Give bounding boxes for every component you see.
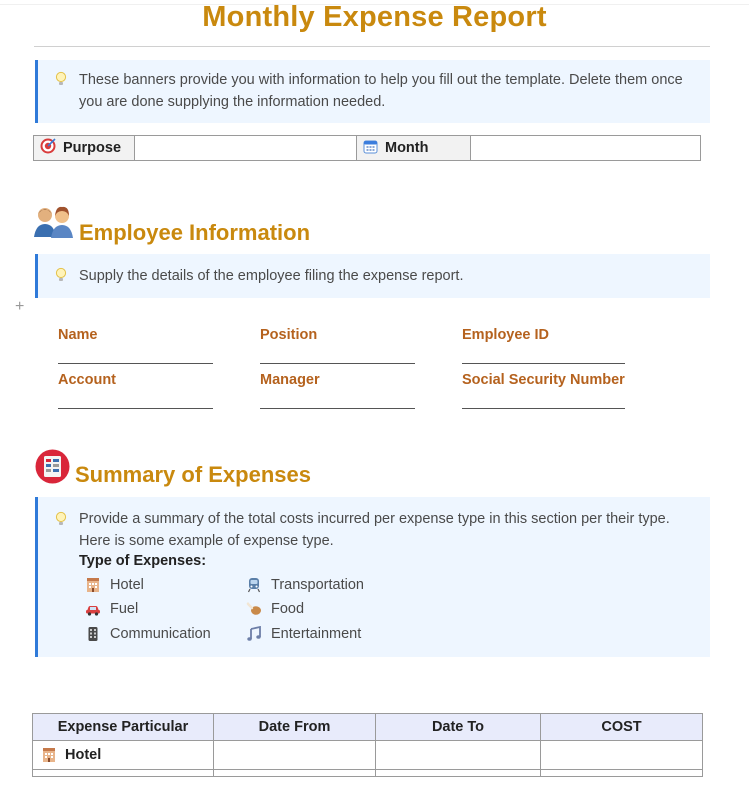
expense-type-label: Entertainment (271, 626, 362, 642)
lightbulb-icon (55, 511, 67, 534)
field-label-position: Position (260, 327, 318, 343)
expense-type-hotel (85, 577, 144, 593)
employee-banner-text: Supply the details of the employee filing the expense report. (79, 268, 464, 284)
table-row (33, 770, 703, 777)
expense-table (32, 713, 703, 777)
employees-icon (34, 205, 74, 244)
cell-date-to[interactable] (376, 741, 541, 770)
hotel-icon (85, 577, 101, 593)
food-icon (246, 601, 262, 617)
expense-type-label: Transportation (271, 577, 364, 593)
intro-banner-text: These banners provide you with information to help you fill out the template. Delete them once you are done supplying the information needed. (79, 72, 683, 110)
expense-type-food (246, 601, 304, 617)
field-label-name: Name (58, 327, 98, 343)
month-label-cell (357, 136, 471, 160)
transport-icon (246, 577, 262, 593)
expense-type-transportation (246, 577, 364, 593)
purpose-value-cell[interactable] (135, 136, 357, 160)
hotel-icon (41, 747, 57, 763)
expense-type-fuel (85, 601, 138, 617)
purpose-label-cell (34, 136, 135, 160)
ledger-icon (35, 449, 70, 489)
intro-banner (35, 60, 710, 123)
cell-cost[interactable] (541, 741, 703, 770)
car-icon (85, 601, 101, 617)
cell-date-from[interactable] (214, 770, 376, 777)
position-field-line[interactable] (260, 363, 415, 364)
expense-type-label: Food (271, 601, 305, 617)
field-label-manager: Manager (260, 372, 320, 388)
column-header-expense-particular: Expense Particular (33, 714, 214, 741)
table-row (33, 741, 703, 770)
cell-cost[interactable] (541, 770, 703, 777)
summary-section-heading: Summary of Expenses (75, 462, 311, 487)
month-label: Month (385, 140, 429, 156)
field-label-ssn: Social Security Number (462, 372, 625, 388)
cell-date-to[interactable] (376, 770, 541, 777)
expense-type-entertainment (246, 626, 361, 642)
cell-date-from[interactable] (214, 741, 376, 770)
name-field-line[interactable] (58, 363, 213, 364)
month-value-cell[interactable] (471, 136, 700, 160)
expense-types-title: Type of Expenses: (79, 553, 207, 569)
field-label-employee-id: Employee ID (462, 327, 550, 343)
employee-id-field-line[interactable] (462, 363, 625, 364)
cell-expense-particular[interactable] (33, 770, 214, 777)
expense-type-label: Fuel (110, 601, 139, 617)
cell-expense-particular[interactable] (33, 741, 214, 770)
column-header-cost: COST (541, 714, 703, 741)
title-divider (34, 46, 710, 47)
expense-type-label: Communication (110, 626, 211, 642)
target-icon (40, 138, 56, 158)
add-block-icon[interactable]: + (15, 298, 25, 315)
column-header-date-from: Date From (214, 714, 376, 741)
music-icon (246, 626, 262, 642)
lightbulb-icon (55, 71, 67, 94)
expense-type-label: Hotel (110, 577, 144, 593)
summary-banner-line1: Provide a summary of the total costs incurred per expense type in this section per their type. (79, 511, 670, 527)
employee-section-heading: Employee Information (79, 220, 311, 245)
column-header-date-to: Date To (376, 714, 541, 741)
phone-icon (85, 626, 101, 642)
manager-field-line[interactable] (260, 408, 415, 409)
purpose-month-table (33, 135, 701, 161)
ssn-field-line[interactable] (462, 408, 625, 409)
employee-banner (35, 254, 710, 298)
expense-table-header-row (33, 714, 703, 741)
expense-type-communication (85, 626, 211, 642)
lightbulb-icon (55, 267, 67, 290)
page-title: Monthly Expense Report (202, 1, 547, 33)
account-field-line[interactable] (58, 408, 213, 409)
purpose-label: Purpose (63, 140, 122, 156)
expense-particular-label: Hotel (65, 747, 102, 763)
field-label-account: Account (58, 372, 116, 388)
calendar-icon (363, 139, 378, 158)
summary-banner-line2: Here is some example of expense type. (79, 533, 334, 549)
